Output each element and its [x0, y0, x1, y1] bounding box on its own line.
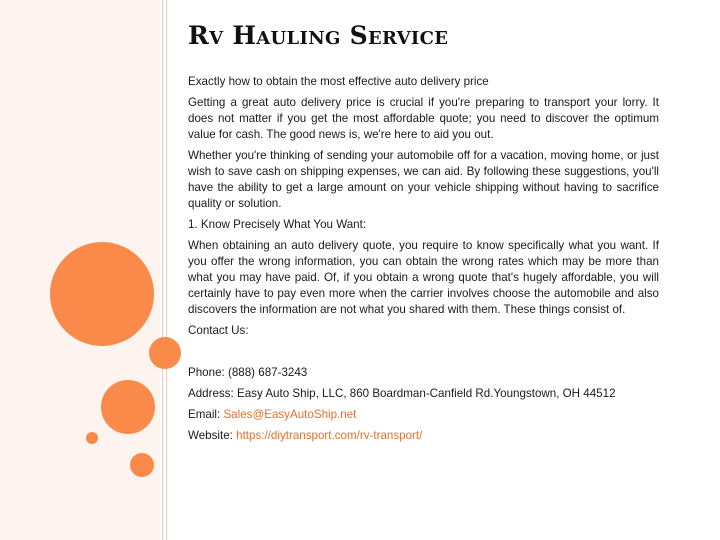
paragraph: Whether you're thinking of sending your automobile off for a vacation, moving home, or just wish to save cash on shipping expenses, we can aid. By following these suggestions, you'll have the ability to get a large amount on your vehicle shipping without having to sacrifice quality or solution. [188, 149, 659, 210]
contact-address: Address: Easy Auto Ship, LLC, 860 Boardman-Canfield Rd.Youngstown, OH 44512 [188, 387, 616, 400]
email-link[interactable]: Sales@EasyAutoShip.net [223, 408, 357, 421]
website-link[interactable]: https://diytransport.com/rv-transport/ [236, 429, 423, 442]
intro-line: Exactly how to obtain the most effective auto delivery price [188, 75, 489, 88]
contact-website-line [188, 428, 659, 444]
decorative-circle-tiny [86, 432, 98, 444]
slide-content [188, 18, 659, 449]
paragraph: Getting a great auto delivery price is crucial if you're preparing to transport your lorry. It does not matter if you get the most affordable quote; you need to discover the optimum value for cash. The good news is, we're here to aid you out. [188, 96, 659, 141]
paragraph: When obtaining an auto delivery quote, you require to know specifically what you want. If you offer the wrong information, you can obtain the wrong rates which may be more than what you may have paid. Of, if you obtain a wrong quote that's hugely affordable, you will certainly have to pay even more when the carrier involves choose the automobile and also discovers the information are not what you shared with them. These things consist of. [188, 239, 659, 316]
vertical-rule [162, 0, 163, 540]
page-title: Rv Hauling Service [188, 21, 449, 50]
vertical-rule [166, 0, 167, 540]
contact-heading: Contact Us: [188, 324, 249, 337]
email-label: Email: [188, 408, 224, 421]
decorative-circle [101, 380, 155, 434]
decorative-circle-medium [149, 337, 181, 369]
contact-email-line [188, 407, 659, 423]
contact-phone: Phone: (888) 687-3243 [188, 366, 308, 379]
website-label: Website: [188, 429, 237, 442]
decorative-circle-small [130, 453, 154, 477]
section-heading: 1. Know Precisely What You Want: [188, 218, 367, 231]
decorative-circle-large [50, 242, 154, 346]
